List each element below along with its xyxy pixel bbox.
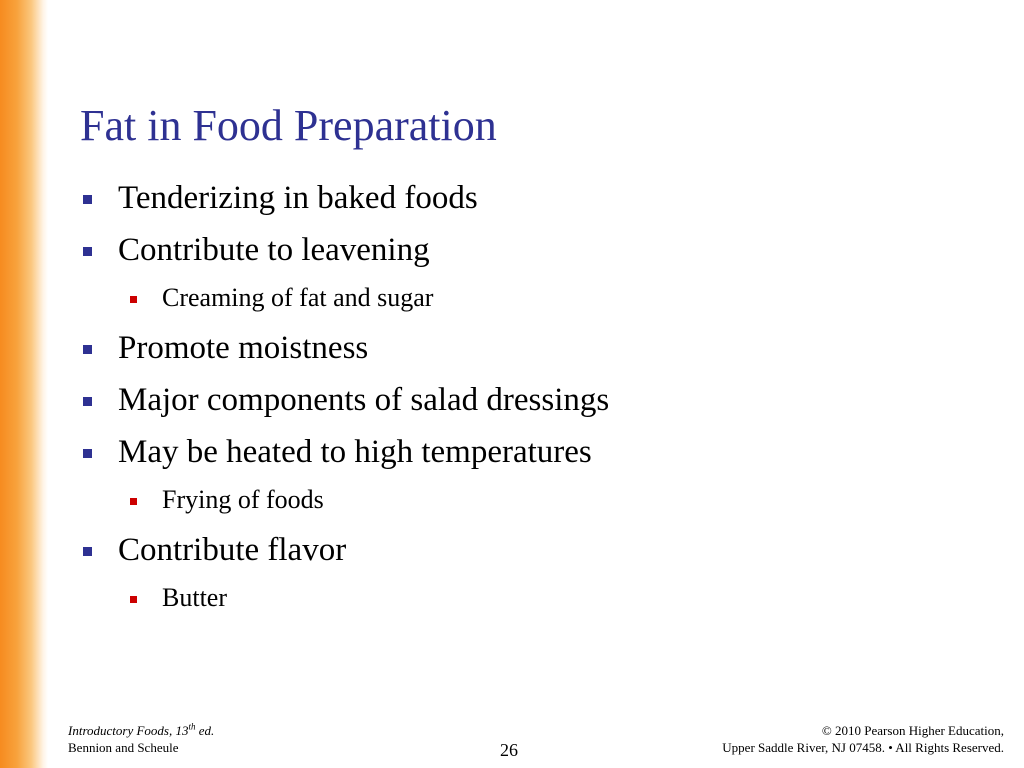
sub-bullet-text: Butter [162, 583, 227, 612]
bullet-item [80, 224, 980, 276]
sub-bullet-text: Creaming of fat and sugar [162, 283, 434, 312]
bullet-item [80, 426, 980, 478]
square-bullet-icon [83, 247, 92, 256]
square-bullet-icon [83, 449, 92, 458]
edition-superscript: th [188, 721, 196, 732]
sub-bullet-item [80, 274, 980, 322]
sub-bullet-item [80, 476, 980, 524]
square-bullet-icon [83, 547, 92, 556]
footer-book-info [68, 722, 214, 756]
footer-copyright [722, 722, 1004, 756]
slide-title: Fat in Food Preparation [80, 101, 497, 150]
bullet-list [80, 172, 980, 622]
copyright-line-2: Upper Saddle River, NJ 07458. • All Rights Reserved. [722, 740, 1004, 755]
square-bullet-icon [83, 345, 92, 354]
book-title-text: Introductory Foods, 13 [68, 723, 189, 738]
bullet-text: Contribute flavor [118, 532, 347, 568]
decorative-side-bar [0, 0, 48, 768]
bullet-text: Contribute to leavening [118, 232, 430, 268]
book-title [68, 722, 214, 739]
square-sub-bullet-icon [130, 296, 137, 303]
square-bullet-icon [83, 397, 92, 406]
bullet-item [80, 172, 980, 224]
bullet-text: Major components of salad dressings [118, 382, 610, 418]
bullet-text: Tenderizing in baked foods [118, 180, 478, 216]
bullet-text: Promote moistness [118, 330, 369, 366]
bullet-item [80, 322, 980, 374]
edition-suffix: ed. [195, 723, 215, 738]
copyright-line-1: © 2010 Pearson Higher Education, [821, 723, 1004, 738]
square-sub-bullet-icon [130, 498, 137, 505]
page-number: 26 [500, 740, 518, 760]
bullet-item [80, 374, 980, 426]
square-sub-bullet-icon [130, 596, 137, 603]
sub-bullet-text: Frying of foods [162, 485, 324, 514]
bullet-text: May be heated to high temperatures [118, 434, 592, 470]
sub-bullet-item [80, 574, 980, 622]
book-authors: Bennion and Scheule [68, 740, 179, 755]
bullet-item [80, 524, 980, 576]
square-bullet-icon [83, 195, 92, 204]
